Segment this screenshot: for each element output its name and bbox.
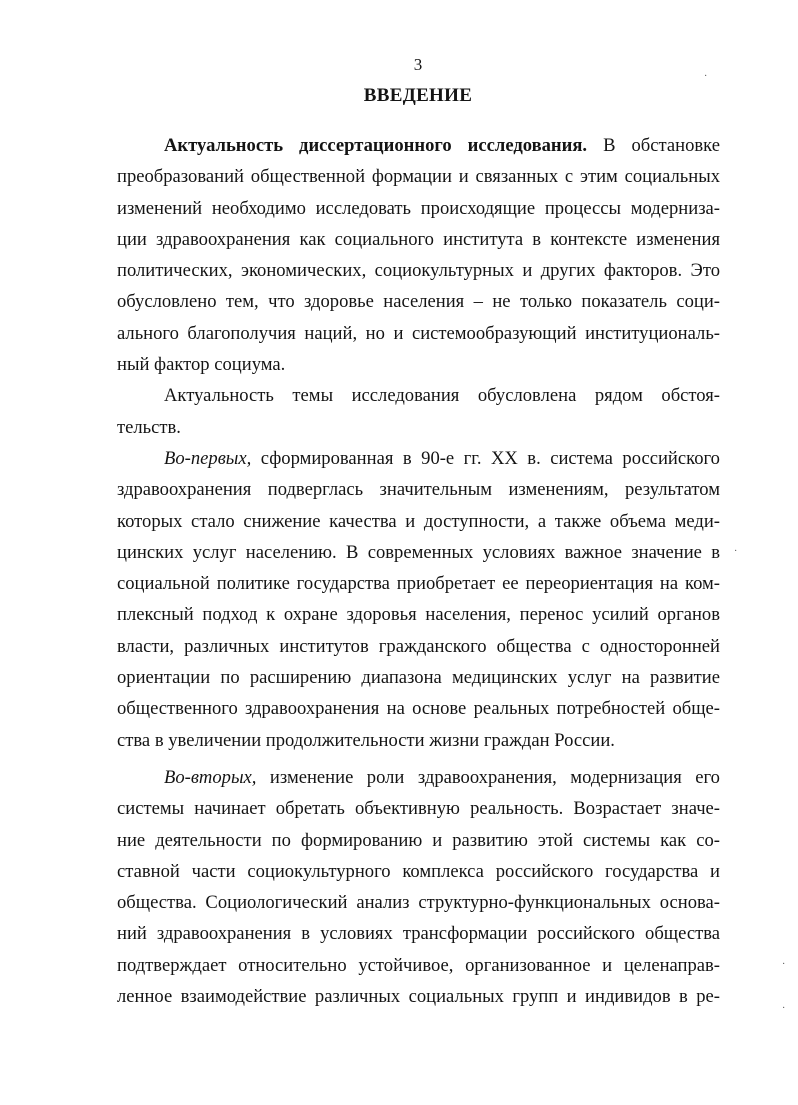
italic-lead: Во-вторых, (164, 766, 257, 788)
paragraph-2 (117, 380, 720, 443)
text-line: подтверждает относительно устойчивое, организованное и целенаправ- (117, 954, 720, 976)
text-line: общества. Социологический анализ структурно-функциональных основа- (117, 892, 720, 914)
text-line: общественного здравоохранения на основе реальных потребностей обще- (117, 698, 720, 720)
page-number: 3 (413, 55, 423, 74)
text-line: ального благополучия наций, но и системообразующий институциональ- (117, 322, 720, 344)
text-line: власти, различных институтов гражданского общества с односторонней (117, 635, 720, 657)
section-heading: ВВЕДЕНИЕ (363, 85, 473, 106)
text-line: преобразований общественной формации и связанных с этим социальных (117, 166, 720, 188)
text-line: плексный подход к охране здоровья населения, перенос усилий органов (117, 604, 720, 626)
text-line: которых стало снижение качества и доступности, а также объема меди- (117, 510, 720, 532)
text-line: ства в увеличении продолжительности жизни граждан России. (117, 729, 615, 751)
text-line: обусловлено тем, что здоровье населения – не только показатель соци- (117, 291, 720, 313)
text-line: цинских услуг населению. В современных условиях важное значение в (117, 541, 720, 563)
text-line (117, 130, 720, 161)
scan-speck: · (734, 546, 738, 557)
text-line: изменений необходимо исследовать происходящие процессы модерниза- (117, 197, 720, 219)
text-line: здравоохранения подверглась значительным изменениям, результатом (117, 479, 720, 501)
bold-lead: Актуальность диссертационного исследования. (164, 135, 588, 156)
text-line: тельств. (117, 416, 181, 438)
paragraph-4 (117, 762, 720, 1012)
scan-speck: · (782, 1003, 786, 1014)
paragraph-1 (117, 130, 720, 380)
text-fragment: В обстановке (603, 135, 720, 156)
text-line: ний здравоохранения в условиях трансформации российского общества (117, 923, 720, 945)
text-line (117, 762, 720, 793)
text-line: ставной части социокультурного комплекса российского государства и (117, 860, 720, 882)
text-line: ние деятельности по формированию и развитию этой системы как со- (117, 829, 720, 851)
italic-lead: Во-первых, (164, 447, 252, 469)
text-line: ориентации по расширению диапазона медицинских услуг на развитие (117, 667, 720, 689)
paragraph-3 (117, 443, 720, 756)
text-line: политических, экономических, социокультурных и других факторов. Это (117, 260, 720, 282)
text-line: ции здравоохранения как социального института в контексте изменения (117, 228, 720, 250)
text-line: ленное взаимодействие различных социальных групп и индивидов в ре- (117, 986, 720, 1008)
text-line: ный фактор социума. (117, 354, 286, 376)
text-fragment: изменение роли здравоохранения, модернизация его (269, 766, 720, 788)
scan-speck: · (782, 959, 786, 970)
scan-speck: · (704, 71, 708, 82)
text-line: системы начинает обретать объективную реальность. Возрастает значе- (117, 798, 720, 820)
text-line: социальной политике государства приобретает ее переориентация на ком- (117, 573, 720, 595)
text-line (117, 443, 720, 474)
text-fragment: сформированная в 90-е гг. XX в. система российского (260, 447, 720, 469)
text-line: Актуальность темы исследования обусловлена рядом обстоя- (164, 385, 720, 407)
body-text (117, 130, 720, 1012)
